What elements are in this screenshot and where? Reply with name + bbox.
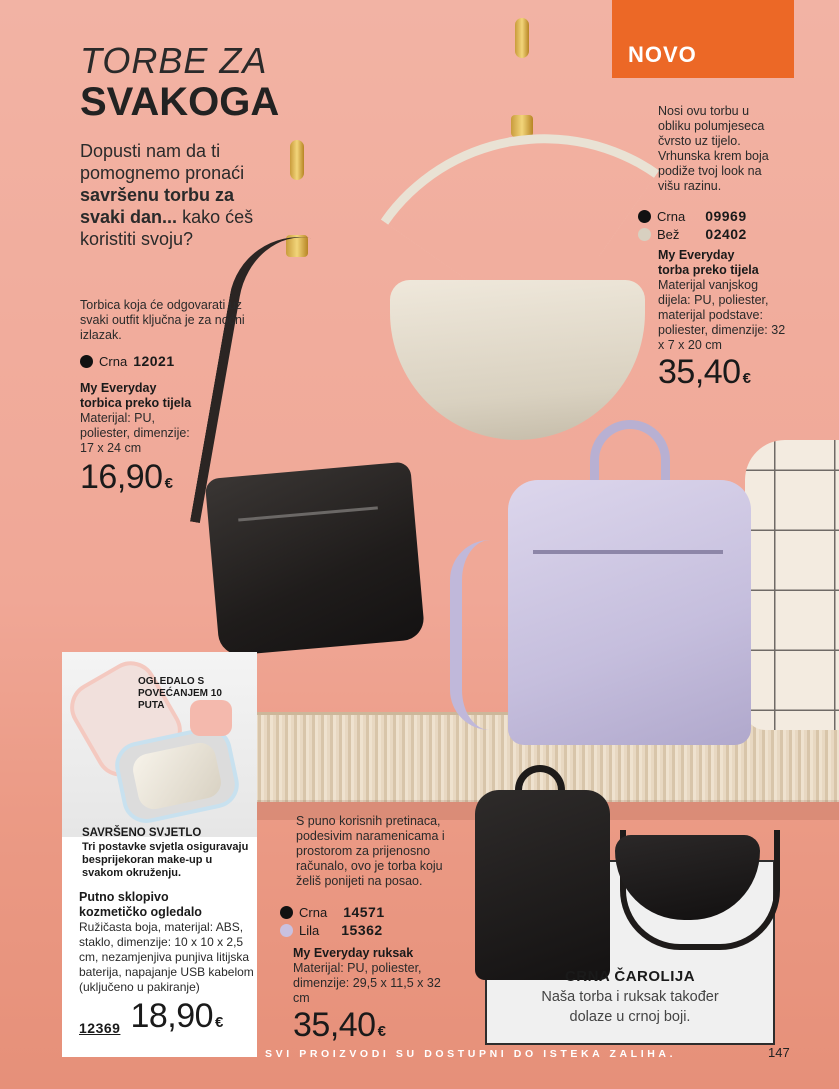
page-title-light: TORBE ZA <box>80 40 268 81</box>
mirror-code: 12369 <box>79 1020 121 1036</box>
hobo-name-line1: My Everyday <box>658 248 735 262</box>
backpack-variant-lilac <box>280 922 480 938</box>
variant-code: 09969 <box>705 208 747 224</box>
variant-code: 02402 <box>705 226 747 242</box>
color-swatch-black <box>280 906 293 919</box>
currency-symbol: € <box>742 370 751 387</box>
mirror-price <box>130 997 223 1036</box>
crossbody-name-line2: torbica preko tijela <box>80 396 192 410</box>
currency-symbol: € <box>215 1014 224 1031</box>
variant-code: 12021 <box>133 353 175 369</box>
intro-text: Dopusti nam da ti pomognemo pronaći savršenu torbu za svaki dan... kako ćeš koristiti svoju? <box>80 141 254 249</box>
hobo-variant-black <box>638 208 788 224</box>
page-number: 147 <box>768 1045 790 1060</box>
wall-hook-right <box>515 18 529 58</box>
price-value: 35,40 <box>293 1006 376 1044</box>
promo-box <box>487 968 773 1027</box>
backpack-price <box>293 1006 468 1045</box>
new-badge: NOVO <box>612 0 794 78</box>
price-value: 16,90 <box>80 458 163 496</box>
hobo-product <box>658 104 783 194</box>
backpack-details: Materijal: PU, poliester, dimenzije: 29,5 x 11,5 x 32 cm <box>293 961 441 1005</box>
black-backpack-image <box>475 790 610 980</box>
backpack-image <box>508 480 751 745</box>
availability-note: SVI PROIZVODI SU DOSTUPNI DO ISTEKA ZALIHA. <box>265 1048 677 1060</box>
mirror-name-line1: Putno sklopivo <box>79 890 169 904</box>
currency-symbol: € <box>164 475 173 492</box>
page-title-bold: SVAKOGA <box>80 80 280 124</box>
variant-code: 14571 <box>343 904 385 920</box>
backpack-description: S puno korisnih pretinaca, podesivim naramenicama i prostorom za prijenosno računalo, ovo je torba koju želiš ponijeti na posao. <box>296 814 445 888</box>
backpack-variants <box>280 904 480 938</box>
color-swatch-black <box>638 210 651 223</box>
hobo-bag-image <box>390 280 645 440</box>
mirror-headline: SAVRŠENO SVJETLO <box>82 827 202 839</box>
backpack-description-block <box>296 814 461 889</box>
variant-color-label: Crna <box>657 208 686 224</box>
price-value: 35,40 <box>658 353 741 391</box>
hobo-variants <box>638 208 788 242</box>
backpack-info <box>293 946 468 1045</box>
color-swatch-beige <box>638 228 651 241</box>
pillow-image <box>745 440 839 730</box>
hobo-description: Nosi ovu torbu u obliku polumjeseca čvrsto uz tijelo. Vrhunska krem boja podiže tvoj look na višu razinu. <box>658 104 769 193</box>
hobo-variant-beige <box>638 226 788 242</box>
crossbody-product <box>80 298 255 497</box>
crossbody-price <box>80 458 255 497</box>
mirror-product <box>79 890 257 1036</box>
color-swatch-black <box>80 355 93 368</box>
price-value: 18,90 <box>130 997 214 1035</box>
hobo-details: Materijal vanjskog dijela: PU, poliester, materijal podstave: poliester, dimenzije: 32 x 7 x 20 cm <box>658 278 786 352</box>
hobo-info <box>658 248 788 392</box>
hobo-price <box>658 353 788 392</box>
mirror-price-row <box>79 997 257 1036</box>
promo-text: Naša torba i ruksak također dolaze u crnoj boji. <box>541 989 719 1025</box>
mirror-photo-caption: OGLEDALO S POVEĆANJEM 10 PUTA <box>138 676 222 711</box>
crossbody-variant-black <box>80 353 255 369</box>
mirror-headline-text: Tri postavke svjetla osiguravaju besprijekoran make-up u svakom okruženju. <box>82 841 249 879</box>
mirror-info <box>82 826 254 880</box>
variant-color-label: Crna <box>99 353 128 369</box>
variant-code: 15362 <box>341 922 383 938</box>
variant-color-label: Crna <box>299 904 328 920</box>
currency-symbol: € <box>377 1023 386 1040</box>
backpack-name: My Everyday ruksak <box>293 946 414 960</box>
crossbody-description: Torbica koja će odgovarati uz svaki outfit ključna je za noćni izlazak. <box>80 298 245 342</box>
variant-color-label: Bež <box>657 226 680 242</box>
variant-color-label: Lila <box>299 922 320 938</box>
crossbody-details: Materijal: PU, poliester, dimenzije: 17 x 24 cm <box>80 411 190 455</box>
color-swatch-lilac <box>280 924 293 937</box>
backpack-strap <box>450 540 510 730</box>
hobo-name-line2: torba preko tijela <box>658 263 759 277</box>
crossbody-name-line1: My Everyday <box>80 381 157 395</box>
mirror-details: Ružičasta boja, materijal: ABS, staklo, dimenzije: 10 x 10 x 2,5 cm, nezamjenjiva punjiva litijska baterija, napajanje USB kabelom (uključeno u pakiranje) <box>79 920 254 994</box>
backpack-variant-black <box>280 904 480 920</box>
promo-title: CRNA ČAROLIJA <box>564 968 696 985</box>
wall-hook-left <box>290 140 304 180</box>
mirror-name-line2: kozmetičko ogledalo <box>79 905 202 919</box>
